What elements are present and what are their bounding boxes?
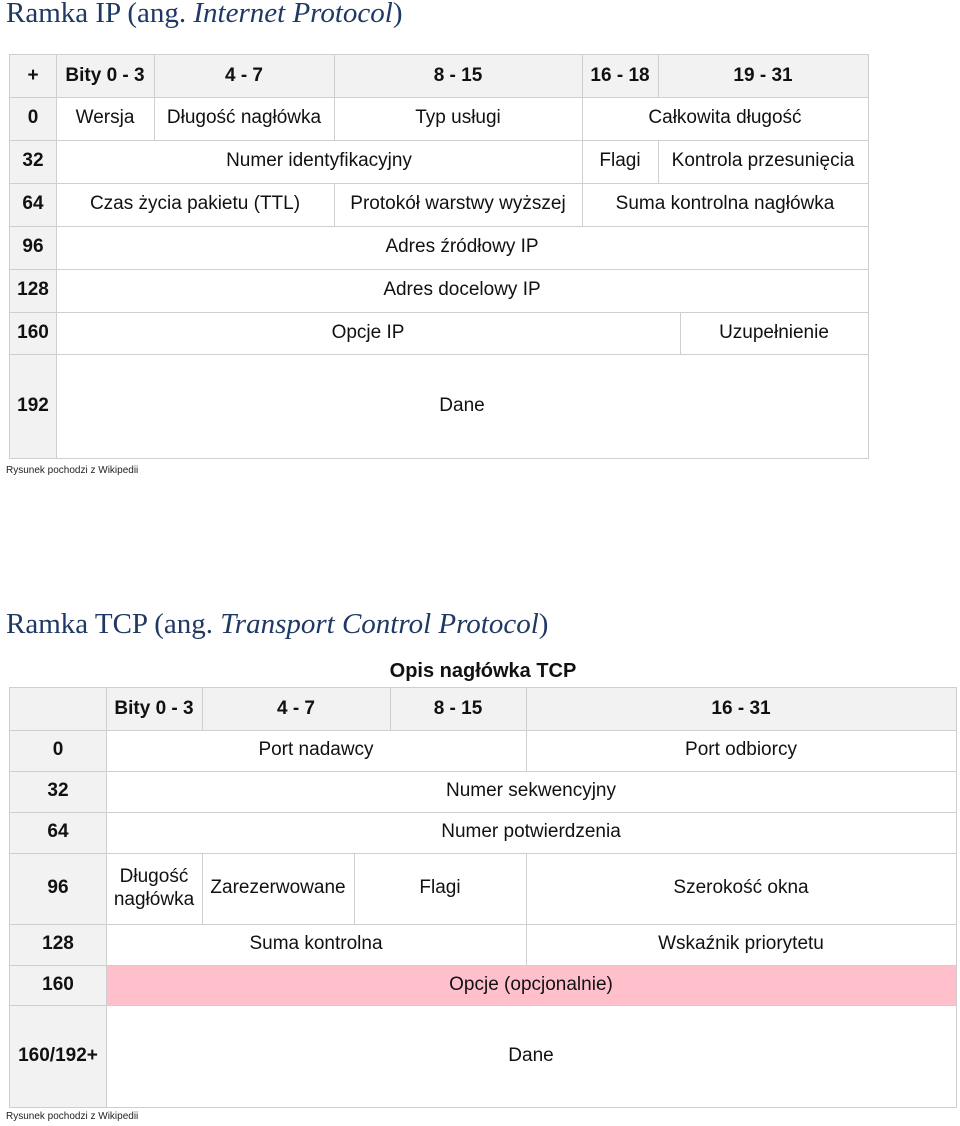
grid-line [582, 54, 583, 226]
table-header-cell: 8 - 15 [334, 55, 582, 97]
grid-line [334, 54, 335, 140]
field-acknowledgment-number: Numer potwierdzenia [106, 812, 956, 853]
table-header-cell: + [10, 55, 56, 97]
row-offset: 96 [10, 853, 106, 924]
grid-line [202, 853, 203, 924]
grid-line [9, 1005, 957, 1006]
field-identification: Numer identyfikacyjny [56, 140, 582, 183]
field-source-address: Adres źródłowy IP [56, 226, 868, 269]
grid-line [9, 853, 957, 854]
row-offset: 64 [10, 812, 106, 853]
table-header-corner [10, 688, 106, 730]
field-data: Dane [106, 1005, 956, 1107]
field-flags: Flagi [354, 853, 526, 924]
table-header-cell: 4 - 7 [202, 688, 390, 730]
grid-line [202, 687, 203, 730]
grid-line [9, 730, 957, 731]
field-sequence-number: Numer sekwencyjny [106, 771, 956, 812]
table-header-cell: 16 - 31 [526, 688, 956, 730]
row-offset: 96 [10, 226, 56, 269]
grid-line [9, 812, 957, 813]
grid-line [9, 687, 957, 688]
grid-line [9, 54, 869, 55]
grid-line [154, 54, 155, 140]
field-reserved: Zarezerwowane [202, 853, 354, 924]
grid-line [390, 687, 391, 730]
row-offset: 64 [10, 183, 56, 226]
tcp-caption: Rysunek pochodzi z Wikipedii [6, 1111, 139, 1122]
row-offset: 0 [10, 97, 56, 140]
grid-line [9, 183, 869, 184]
row-offset: 192 [10, 354, 56, 458]
ip-caption: Rysunek pochodzi z Wikipedii [6, 465, 139, 476]
grid-line [9, 965, 957, 966]
grid-line [9, 312, 869, 313]
table-header-cell: Bity 0 - 3 [56, 55, 154, 97]
grid-line [9, 54, 10, 459]
row-offset: 128 [10, 269, 56, 312]
table-header-cell: 19 - 31 [658, 55, 868, 97]
field-source-port: Port nadawcy [106, 730, 526, 771]
tcp-table-title: Opis nagłówka TCP [389, 660, 577, 682]
field-data-offset-line1: Długość [119, 865, 189, 887]
row-offset: 0 [10, 730, 106, 771]
field-ttl: Czas życia pakietu (TTL) [56, 183, 334, 226]
grid-line [9, 269, 869, 270]
grid-line [106, 687, 107, 1108]
field-data-offset-line2: nagłówka [113, 888, 195, 910]
field-padding: Uzupełnienie [680, 312, 868, 354]
grid-line [9, 771, 957, 772]
table-header-cell: 8 - 15 [390, 688, 526, 730]
grid-line [526, 687, 527, 771]
field-protocol: Protokół warstwy wyższej [334, 183, 582, 226]
row-offset: 160 [10, 312, 56, 354]
grid-line [658, 140, 659, 183]
field-header-checksum: Suma kontrolna nagłówka [582, 183, 868, 226]
ip-heading: Ramka IP (ang. Internet Protocol) [6, 0, 403, 29]
row-offset: 160/192+ [10, 1005, 106, 1107]
tcp-heading: Ramka TCP (ang. Transport Control Protocol) [6, 608, 549, 640]
grid-line [9, 226, 869, 227]
field-data: Dane [56, 354, 868, 458]
field-type-of-service: Typ usługi [334, 97, 582, 140]
grid-line [9, 1107, 957, 1108]
field-fragment-offset: Kontrola przesunięcia [658, 140, 868, 183]
grid-line [956, 687, 957, 1108]
table-header-cell: Bity 0 - 3 [106, 688, 202, 730]
grid-line [56, 54, 57, 459]
field-options: Opcje IP [56, 312, 680, 354]
grid-line [9, 97, 869, 98]
field-version: Wersja [56, 97, 154, 140]
row-offset: 32 [10, 140, 56, 183]
grid-line [9, 924, 957, 925]
table-header-cell: 16 - 18 [582, 55, 658, 97]
grid-line [680, 312, 681, 354]
table-header-cell: 4 - 7 [154, 55, 334, 97]
row-offset: 128 [10, 924, 106, 965]
field-flags: Flagi [582, 140, 658, 183]
field-destination-address: Adres docelowy IP [56, 269, 868, 312]
field-checksum: Suma kontrolna [106, 924, 526, 965]
grid-line [354, 853, 355, 924]
grid-line [334, 183, 335, 226]
grid-line [9, 458, 869, 459]
field-total-length: Całkowita długość [582, 97, 868, 140]
field-destination-port: Port odbiorcy [526, 730, 956, 771]
grid-line [658, 54, 659, 97]
grid-line [9, 687, 10, 1108]
field-header-length: Długość nagłówka [154, 97, 334, 140]
grid-line [9, 354, 869, 355]
grid-line [9, 140, 869, 141]
field-urgent-pointer: Wskaźnik priorytetu [526, 924, 956, 965]
field-data-offset [106, 853, 202, 924]
grid-line [526, 853, 527, 965]
field-window-size: Szerokość okna [526, 853, 956, 924]
field-options: Opcje (opcjonalnie) [106, 965, 956, 1005]
grid-line [868, 54, 869, 459]
row-offset: 160 [10, 965, 106, 1005]
row-offset: 32 [10, 771, 106, 812]
